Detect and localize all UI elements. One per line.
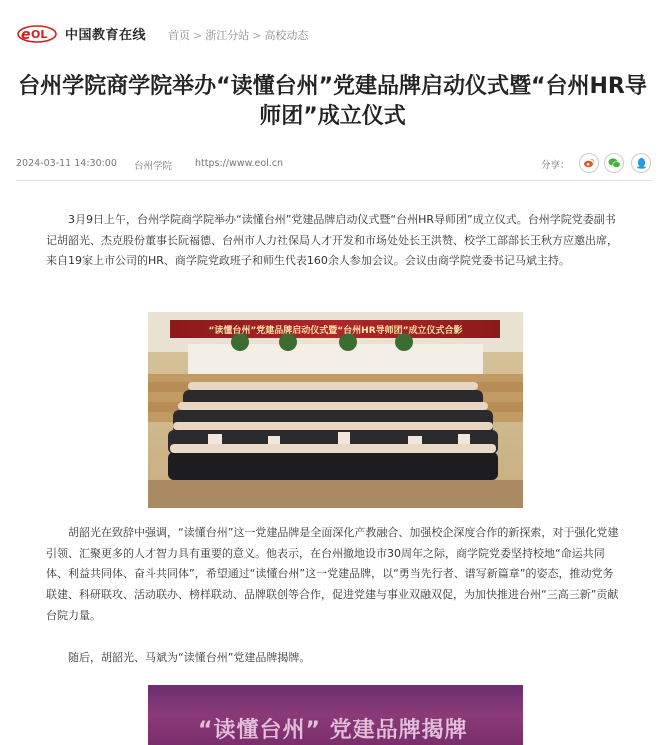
wechat-icon xyxy=(608,154,621,173)
breadcrumb-zhejiang[interactable]: 浙江分站 xyxy=(205,29,250,42)
source-url[interactable]: https://www.eol.cn xyxy=(195,158,284,169)
svg-text:e: e xyxy=(21,27,31,43)
article-paragraph: 3月9日上午，台州学院商学院举办“读懂台州”党建品牌启动仪式暨“台州HR导师团”成立仪式。台州学院党委副书记胡韶光、杰克股份董事长阮福德、台州市人力社保局人才开发和市场处处长王洪赞、校学工部部长王秋方应邀出席，来自19家上市公司的HR、商学院党政班子和师生代表160余人参加会议。会议由商学院党委书记马斌主持。 xyxy=(46,213,618,268)
article-title: 台州学院商学院举办“读懂台州”党建品牌启动仪式暨“台州HR导师团”成立仪式 xyxy=(18,74,647,129)
eol-logo-mark xyxy=(17,22,59,44)
group-photo-image xyxy=(148,312,523,508)
publish-date: 2024-03-11 14:30:00 xyxy=(16,158,117,169)
share-label: 分享： xyxy=(541,160,570,171)
site-logo[interactable] xyxy=(17,22,146,44)
meta-divider xyxy=(16,180,653,181)
qq-share-button[interactable] xyxy=(631,153,651,173)
photo-banner-text: “读懂台州”党建品牌启动仪式暨“台州HR导师团”成立仪式合影 xyxy=(208,326,463,336)
weibo-share-button[interactable] xyxy=(579,153,599,173)
breadcrumb-separator: > xyxy=(252,29,262,42)
breadcrumb-college-news[interactable]: 高校动态 xyxy=(264,29,309,42)
svg-text:OL: OL xyxy=(31,28,48,41)
breadcrumb-home[interactable]: 首页 xyxy=(168,29,190,42)
site-header xyxy=(0,0,665,66)
breadcrumb-separator: > xyxy=(193,29,203,42)
breadcrumb xyxy=(168,27,308,43)
unveiling-banner-text: “读懂台州” 党建品牌揭牌 xyxy=(198,718,468,743)
wechat-share-button[interactable] xyxy=(604,153,624,173)
qq-icon xyxy=(636,154,647,173)
weibo-icon xyxy=(583,154,595,173)
group-photo xyxy=(148,312,523,508)
article-source: 台州学院 xyxy=(134,161,173,172)
article-paragraph: 胡韶光在致辞中强调，“读懂台州”这一党建品牌是全面深化产教融合、加强校企深度合作的新探索，对于强化党建引领、汇聚更多的人才智力具有重要的意义。他表示，在台州撤地设市30周年之际，商学院党委坚持校地“命运共同体、利益共同体、奋斗共同体”，希望通过“读懂台州”这一党建品牌，以“勇当先行者、谱写新篇章”的姿态，推动党务联建、科研联攻、活动联办、榜样联动、品牌联创等合作，促进党建与事业双融双促，为加快推进台州“三高三新”贡献台院力量。 xyxy=(46,526,619,622)
article-paragraph: 随后，胡韶光、马斌为“读懂台州”党建品牌揭牌。 xyxy=(68,651,311,664)
unveiling-photo xyxy=(148,685,523,745)
site-name: 中国教育在线 xyxy=(65,27,147,43)
